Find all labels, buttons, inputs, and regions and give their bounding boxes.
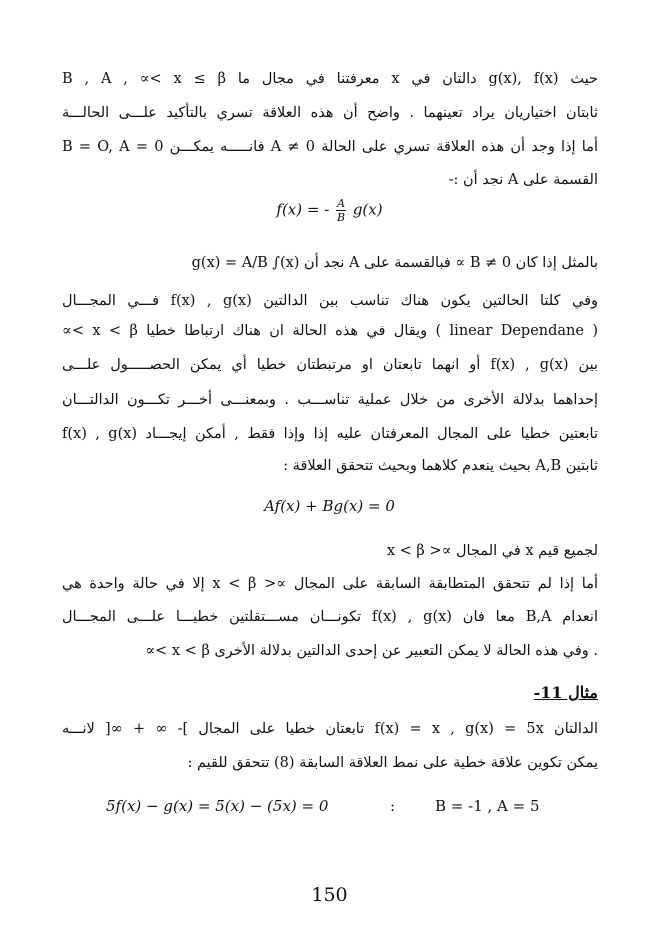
fraction-denominator: B (337, 211, 346, 224)
text-line-8: بين f(x) , g(x) أو انهما تابعتان او مرتبطتان خطيا أي يمكن الحصـــــول علـــى (62, 357, 598, 373)
text-line-7: ∝< x < β ويقال في هذه الحالة ان هناك ارتباطا خطيا ( linear Dependane ) (62, 323, 598, 339)
text-line-9: إحداهما بدلالة الأخرى من خلال عملية تناســـب . وبمعنـــى أخـــر تكـــون الدالتـــان (62, 392, 598, 408)
text-line-14: انعدام B,A معا فان f(x) , g(x) تكونـــان مســـتقلتين خطيـــا علـــى المجـــال (62, 609, 598, 625)
equation-f-lhs: f(x) = - (276, 200, 330, 219)
text-line-3: أما إذا وجد أن هذه العلاقة تسري على الحالة A ≠ 0 فانـــــه يمكـــن B = O, A = 0 (62, 139, 598, 155)
text-line-17: يمكن تكوين علاقة خطية على نمط العلاقة السابقة (8) تتحقق للقيم : (187, 755, 598, 771)
text-line-2: ثابتان اختياريان يراد تعينهما . واضح أن هذه العلاقة تسري بالتأكيد علـــى الحالـــة (62, 105, 598, 121)
text-line-11: ثابتين A,B بحيث ينعدم كلاهما وبحيث تتحقق العلاقة : (283, 458, 598, 474)
example-heading: مثال 11- (533, 683, 598, 702)
text-line-12: لجميع قيم x في المجال ∝< x < β (386, 543, 598, 559)
text-line-10: f(x) , g(x) تابعتين خطيا على المجال المعرفتان عليه إذا وإذا فقط , أمكن إيجـــاد (62, 426, 598, 442)
text-line-15: ∝< x < β وفي هذه الحالة لا يمكن التعبير عن إحدى الدالتين بدلالة الأخرى . (145, 643, 598, 659)
equation-example-row (100, 793, 560, 819)
equation-example-values: B = -1 , A = 5 (435, 797, 540, 815)
equation-example-lhs: 5f(x) − g(x) = 5(x) − (5x) = 0 (106, 797, 329, 815)
equation-example-colon: : (390, 797, 396, 815)
text-line-16: الدالتان f(x) = x , g(x) = 5x تابعتان خطيا على المجال ]- ∞ + ∞[ لانـــه (62, 721, 598, 737)
equation-linear-combination: Af(x) + Bg(x) = 0 (264, 497, 395, 515)
text-line-1: حيث g(x), f(x) دالتان في x معرفتنا في مجال ما B , A , ∝< x ≤ β (62, 71, 598, 87)
equation-f-of-x (0, 198, 659, 223)
page-number: 150 (311, 884, 348, 906)
text-line-13: أما إذا لم تتحقق المتطابقة السابقة على المجال ∝< x < β إلا في حالة واحدة هي (62, 576, 598, 592)
text-line-6: وفي كلتا الحالتين يكون هناك تناسب بين الدالتين f(x) , g(x) فـــي المجـــال (62, 293, 598, 309)
text-line-4: القسمة على A نجد أن :- (448, 172, 598, 188)
fraction-a-over-b (336, 198, 346, 223)
equation-f-rhs: g(x) (352, 200, 383, 219)
text-line-5: بالمثل إذا كان B ≠ 0 ∝ فبالقسمة على A نجد أن g(x) = A/B ∫(x) (191, 255, 598, 271)
fraction-numerator: A (337, 197, 346, 210)
